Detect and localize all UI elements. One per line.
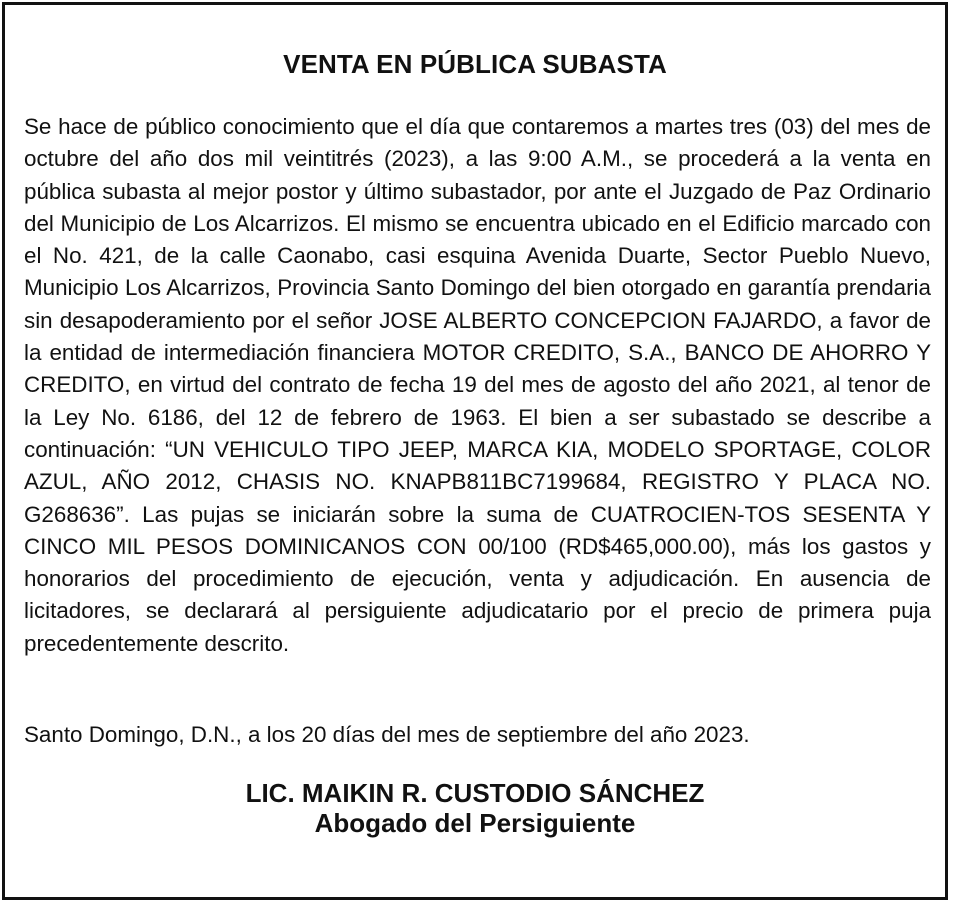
notice-body: Se hace de público conocimiento que el día que contaremos a martes tres (03) del mes de octubre del año dos mil veintitrés (2023), a las 9:00 A.M., se procederá a la venta en pública subasta al mejor postor y último subastador, por ante el Juzgado de Paz Ordinario del Municipio de Los Alcarrizos. El mismo se encuentra ubicado en el Edificio marcado con el No. 421, de la calle Caonabo, casi esquina Avenida Duarte, Sector Pueblo Nuevo, Municipio Los Alcarrizos, Provincia Santo Domingo del bien otorgado en garantía prendaria sin desapoderamiento por el señor JOSE ALBERTO CONCEPCION FAJARDO, a favor de la entidad de intermediación financiera MOTOR CREDITO, S.A., BANCO DE AHORRO Y CREDITO, en virtud del contrato de fecha 19 del mes de agosto del año 2021, al tenor de la Ley No. 6186, del 12 de febrero de 1963. El bien a ser subastado se describe a continuación: “UN VEHICULO TIPO JEEP, MARCA KIA, MODELO SPORTAGE, COLOR AZUL, AÑO 2012, CHASIS NO. KNAPB811BC7199684, REGISTRO Y PLACA NO. G268636”. Las pujas se iniciarán sobre la suma de CUATROCIEN-TOS SESENTA Y CINCO MIL PESOS DOMINICANOS CON 00/100 (RD$465,000.00), más los gastos y honorarios del procedimiento de ejecución, venta y adjudicación. En ausencia de licitadores, se declarará al persiguiente adjudicatario por el precio de primera puja precedentemente descrito. xyxy=(24,114,931,656)
signature-name: LIC. MAIKIN R. CUSTODIO SÁNCHEZ xyxy=(245,778,705,808)
notice-title: VENTA EN PÚBLICA SUBASTA xyxy=(283,49,667,79)
notice-frame xyxy=(2,2,948,900)
notice-closing: Santo Domingo, D.N., a los 20 días del mes de septiembre del año 2023. xyxy=(24,722,750,747)
signature-role: Abogado del Persiguiente xyxy=(314,808,636,838)
